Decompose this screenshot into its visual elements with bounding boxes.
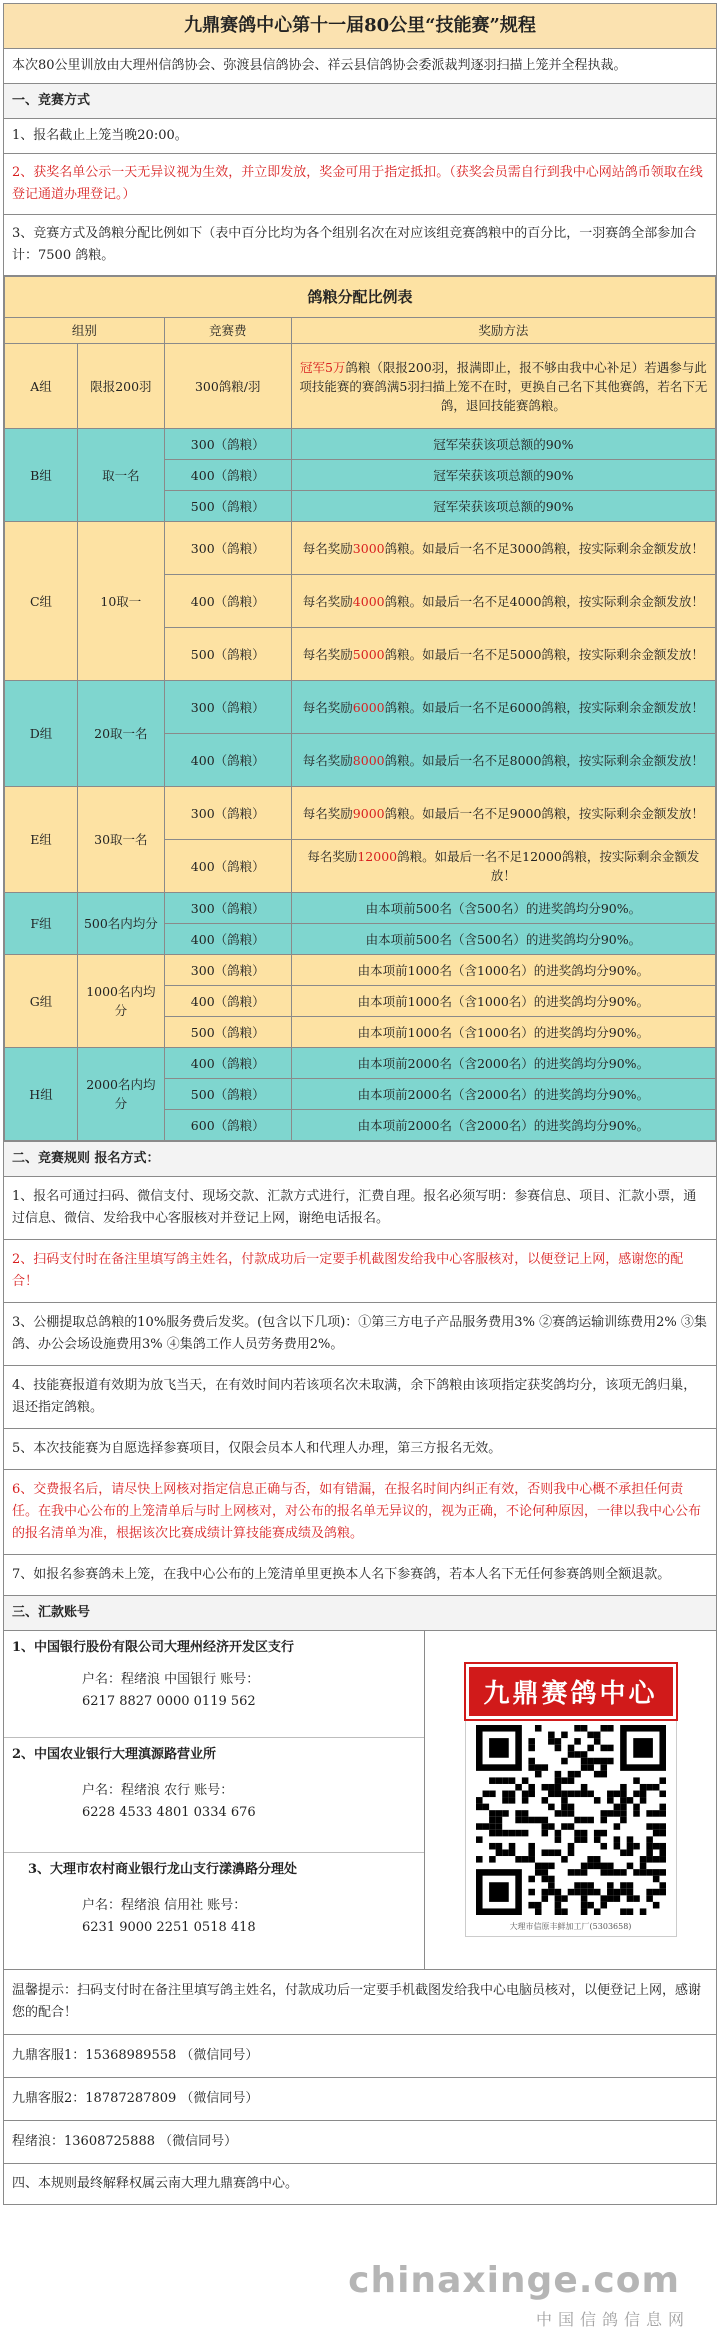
rule-item: 5、本次技能赛为自愿选择参赛项目，仅限会员本人和代理人办理，第三方报名无效。 <box>4 1429 716 1470</box>
group-rule: 取一名 <box>78 429 165 522</box>
award-text: 由本项前1000名（含1000名）的进奖鸽均分90%。 <box>357 962 650 978</box>
group-rule: 20取一名 <box>78 681 165 787</box>
award-text: 鸽粮。如最后一名不足4000鸽粮，按实际剩余金额发放！ <box>384 593 704 609</box>
award-text: 由本项前1000名（含1000名）的进奖鸽均分90%。 <box>357 993 650 1009</box>
award-text: 鸽粮。如最后一名不足6000鸽粮，按实际剩余金额发放！ <box>384 699 704 715</box>
award-text: 每名奖励 <box>307 849 358 864</box>
award-text: 鸽粮。如最后一名不足9000鸽粮，按实际剩余金额发放！ <box>384 805 704 821</box>
section1-item3: 3、竞赛方式及鸽粮分配比例如下（表中百分比均为各个组别名次在对应该组竞赛鸽粮中的百分比，一羽赛鸽全部参加合计：7500 鸽粮。 <box>4 215 716 276</box>
header-award: 奖励方法 <box>291 318 715 344</box>
fee-cell: 300（鸽粮） <box>164 522 291 575</box>
account-number: 6228 4533 4801 0334 676 <box>82 1805 256 1820</box>
award-text: 由本项前2000名（含2000名）的进奖鸽均分90%。 <box>357 1117 650 1133</box>
award-text: 3000 <box>352 540 385 556</box>
fee-cell: 400（鸽粮） <box>164 734 291 787</box>
award-text: 鸽粮（限报200羽，报满即止，报不够由我中心补足）若遇参与此项技能赛的赛鸽满5羽扫描上笼不在时，更换自己名下其他赛鸽，若名下无鸽，退回技能赛鸽粮。 <box>299 359 708 413</box>
tip-text: 温馨提示：扫码支付时在备注里填写鸽主姓名，付款成功后一定要手机截图发给我中心电脑员核对，以便登记上网，感谢您的配合！ <box>4 1970 716 2035</box>
award-text: 冠军荣获该项总额的90% <box>433 436 574 452</box>
group-name: E组 <box>5 787 78 893</box>
award-text: 鸽粮。如最后一名不足8000鸽粮，按实际剩余金额发放！ <box>384 752 704 768</box>
award-text: 每名奖励 <box>302 699 353 715</box>
award-cell <box>291 986 715 1017</box>
award-text: 每名奖励 <box>302 646 353 662</box>
award-text: 鸽粮。如最后一名不足3000鸽粮，按实际剩余金额发放！ <box>384 540 704 556</box>
group-name: A组 <box>5 344 78 429</box>
award-text: 由本项前500名（含500名）的进奖鸽均分90%。 <box>365 931 642 947</box>
table-row <box>5 955 716 986</box>
award-text: 每名奖励 <box>302 805 353 821</box>
qr-caption: 大理市信原丰鲜加工厂(5303658) <box>509 1922 632 1931</box>
contact-3: 程绪浪：13608725888 （微信同号） <box>4 2121 716 2164</box>
contact-1: 九鼎客服1：15368989558 （微信同号） <box>4 2035 716 2078</box>
award-text: 由本项前500名（含500名）的进奖鸽均分90%。 <box>365 900 642 916</box>
fee-cell: 500（鸽粮） <box>164 491 291 522</box>
award-cell <box>291 787 715 840</box>
qr-title: 九鼎赛鸽中心 <box>466 1664 676 1719</box>
group-rule: 500名内均分 <box>78 893 165 955</box>
account-holder: 户名：程绪浪 中国银行 账号： <box>82 1672 260 1687</box>
rule-item: 4、技能赛报道有效期为放飞当天，在有效时间内若该项名次未取满，余下鸽粮由该项指定获奖鸽均分，该项无鸽归巢，退还指定鸽粮。 <box>4 1366 716 1429</box>
accounts-list <box>4 1631 425 1969</box>
account-holder: 户名：程绪浪 信用社 账号： <box>82 1898 247 1913</box>
rule-item: 2、扫码支付时在备注里填写鸽主姓名，付款成功后一定要手机截图发给我中心客服核对，以便登记上网，感谢您的配合！ <box>4 1240 716 1303</box>
award-text: 由本项前2000名（含2000名）的进奖鸽均分90%。 <box>357 1055 650 1071</box>
award-cell <box>291 893 715 924</box>
accounts-block <box>4 1631 716 1970</box>
section3-heading: 三、汇款账号 <box>4 1596 716 1631</box>
award-text: 12000 <box>357 849 398 864</box>
fee-cell: 500（鸽粮） <box>164 1017 291 1048</box>
fee-cell: 300鸽粮/羽 <box>164 344 291 429</box>
watermark-cn: 中国信鸽信息网 <box>535 2310 690 2329</box>
footer-text: 四、本规则最终解释权属云南大理九鼎赛鸽中心。 <box>4 2164 716 2205</box>
award-cell <box>291 924 715 955</box>
group-rule: 2000名内均分 <box>78 1048 165 1141</box>
bank-name: 2、中国农业银行大理滇源路营业所 <box>12 1747 217 1762</box>
award-text: 5000 <box>352 646 385 662</box>
document-frame <box>3 3 717 2205</box>
fee-cell: 300（鸽粮） <box>164 429 291 460</box>
award-cell <box>291 1079 715 1110</box>
award-cell <box>291 840 715 893</box>
qr-area <box>425 1631 716 1969</box>
table-row <box>5 1048 716 1079</box>
award-text: 6000 <box>352 699 385 715</box>
rule-item: 1、报名可通过扫码、微信支付、现场交款、汇款方式进行，汇费自理。报名必须写明：参赛信息、项目、汇款小票，通过信息、微信、发给我中心客服核对并登记上网，谢绝电话报名。 <box>4 1177 716 1240</box>
rules-document <box>3 3 717 2205</box>
fee-cell: 400（鸽粮） <box>164 1048 291 1079</box>
watermark-site: chinaxinge.com <box>348 2260 680 2301</box>
rule-item: 6、交费报名后，请尽快上网核对指定信息正确与否，如有错漏，在报名时间内纠正有效，否则我中心概不承担任何责任。在我中心公布的上笼清单后与时上网核对，对公布的报名单无异议的，视为正确，不论何种原因，一律以我中心公布的报名清单为准，根据该次比赛成绩计算技能赛成绩及鸽粮。 <box>4 1470 716 1555</box>
table-row <box>5 522 716 575</box>
section1-item1: 1、报名截止上笼当晚20:00。 <box>4 119 716 154</box>
account-item <box>4 1738 424 1853</box>
award-text: 每名奖励 <box>302 752 353 768</box>
group-name: F组 <box>5 893 78 955</box>
fee-cell: 400（鸽粮） <box>164 986 291 1017</box>
award-cell <box>291 1110 715 1141</box>
award-cell <box>291 460 715 491</box>
award-text: 由本项前2000名（含2000名）的进奖鸽均分90%。 <box>357 1086 650 1102</box>
header-fee: 竞赛费 <box>164 318 291 344</box>
fee-cell: 400（鸽粮） <box>164 924 291 955</box>
award-text: 鸽粮。如最后一名不足12000鸽粮，按实际剩余金额发放！ <box>397 849 700 883</box>
qr-code-icon[interactable] <box>476 1725 666 1915</box>
fee-cell: 300（鸽粮） <box>164 681 291 734</box>
award-cell <box>291 628 715 681</box>
award-text: 每名奖励 <box>302 593 353 609</box>
ration-table <box>4 276 716 1141</box>
intro-text: 本次80公里训放由大理州信鸽协会、弥渡县信鸽协会、祥云县信鸽协会委派裁判逐羽扫描上笼并全程执裁。 <box>4 49 716 84</box>
page-title: 九鼎赛鸽中心第十一届80公里“技能赛”规程 <box>4 4 716 49</box>
table-row <box>5 681 716 734</box>
account-item <box>4 1853 424 1969</box>
table-row <box>5 429 716 460</box>
award-text: 4000 <box>352 593 385 609</box>
fee-cell: 400（鸽粮） <box>164 840 291 893</box>
table-row <box>5 787 716 840</box>
award-text: 9000 <box>352 805 385 821</box>
table-title: 鸽粮分配比例表 <box>5 277 716 318</box>
award-text: 冠军荣获该项总额的90% <box>433 498 574 514</box>
group-name: D组 <box>5 681 78 787</box>
group-rule: 30取一名 <box>78 787 165 893</box>
fee-cell: 600（鸽粮） <box>164 1110 291 1141</box>
bank-name: 1、中国银行股份有限公司大理州经济开发区支行 <box>12 1640 295 1655</box>
award-cell <box>291 429 715 460</box>
table-row <box>5 344 716 429</box>
group-name: B组 <box>5 429 78 522</box>
account-number: 6217 8827 0000 0119 562 <box>82 1694 256 1709</box>
fee-cell: 500（鸽粮） <box>164 1079 291 1110</box>
award-text: 8000 <box>352 752 385 768</box>
award-text: 每名奖励 <box>302 540 353 556</box>
group-rule: 10取一 <box>78 522 165 681</box>
award-text: 冠军荣获该项总额的90% <box>433 467 574 483</box>
award-cell <box>291 344 715 429</box>
section1-item2: 2、获奖名单公示一天无异议视为生效，并立即发放，奖金可用于指定抵扣。（获奖会员需自行到我中心网站鸽币领取在线登记通道办理登记。） <box>4 154 716 215</box>
group-rule: 限报200羽 <box>78 344 165 429</box>
fee-cell: 300（鸽粮） <box>164 787 291 840</box>
group-name: C组 <box>5 522 78 681</box>
account-item <box>4 1631 424 1738</box>
group-rule: 1000名内均分 <box>78 955 165 1048</box>
award-cell <box>291 575 715 628</box>
contact-2: 九鼎客服2：18787287809 （微信同号） <box>4 2078 716 2121</box>
award-cell <box>291 681 715 734</box>
ration-table-wrap <box>4 276 716 1142</box>
award-cell <box>291 491 715 522</box>
fee-cell: 300（鸽粮） <box>164 955 291 986</box>
table-row <box>5 893 716 924</box>
account-holder: 户名：程绪浪 农行 账号： <box>82 1783 234 1798</box>
award-cell <box>291 1048 715 1079</box>
award-cell <box>291 955 715 986</box>
award-cell <box>291 1017 715 1048</box>
bank-name: 3、大理市农村商业银行龙山支行漾濞路分理处 <box>28 1862 298 1877</box>
fee-cell: 300（鸽粮） <box>164 893 291 924</box>
rule-item: 3、公棚提取总鸽粮的10%服务费后发奖。(包含以下几项)：①第三方电子产品服务费用3% ②赛鸽运输训练费用2% ③集鸽、办公会场设施费用3% ④集鸽工作人员劳务费用2%。 <box>4 1303 716 1366</box>
group-name: G组 <box>5 955 78 1048</box>
qr-card <box>465 1663 677 1937</box>
account-number: 6231 9000 2251 0518 418 <box>82 1920 256 1935</box>
section1-heading: 一、竞赛方式 <box>4 84 716 119</box>
award-cell <box>291 522 715 575</box>
section2-heading: 二、竞赛规则 报名方式： <box>4 1142 716 1177</box>
fee-cell: 400（鸽粮） <box>164 575 291 628</box>
group-name: H组 <box>5 1048 78 1141</box>
award-cell <box>291 734 715 787</box>
award-text: 冠军5万 <box>299 359 346 375</box>
rules-list <box>4 1177 716 1596</box>
fee-cell: 500（鸽粮） <box>164 628 291 681</box>
award-text: 鸽粮。如最后一名不足5000鸽粮，按实际剩余金额发放！ <box>384 646 704 662</box>
fee-cell: 400（鸽粮） <box>164 460 291 491</box>
award-text: 由本项前1000名（含1000名）的进奖鸽均分90%。 <box>357 1024 650 1040</box>
rule-item: 7、如报名参赛鸽未上笼，在我中心公布的上笼清单里更换本人名下参赛鸽，若本人名下无任何参赛鸽则全额退款。 <box>4 1555 716 1596</box>
header-group: 组别 <box>5 318 165 344</box>
